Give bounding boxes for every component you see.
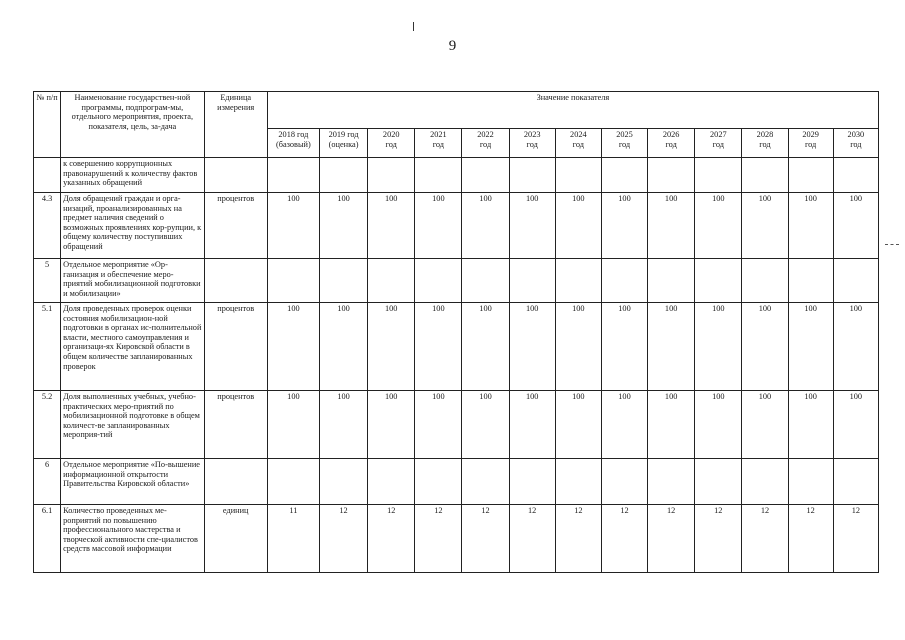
row-value: 12 <box>319 505 367 573</box>
header-year-2028: 2028 год <box>742 129 788 158</box>
header-row-main <box>34 92 879 129</box>
row-value: 100 <box>742 193 788 259</box>
row-value <box>833 259 878 303</box>
row-value <box>319 259 367 303</box>
row-num: 4.3 <box>34 193 61 259</box>
row-value <box>695 158 742 193</box>
row-value: 100 <box>462 303 509 391</box>
row-value: 100 <box>648 303 695 391</box>
row-value <box>267 158 319 193</box>
row-value <box>833 459 878 505</box>
row-value <box>695 259 742 303</box>
row-value: 100 <box>415 193 462 259</box>
table-row <box>34 193 879 259</box>
indicator-table <box>33 91 879 573</box>
row-value <box>742 158 788 193</box>
row-value: 100 <box>601 193 647 259</box>
row-unit: процентов <box>204 391 267 459</box>
row-value: 100 <box>415 391 462 459</box>
row-value: 12 <box>648 505 695 573</box>
row-value: 12 <box>555 505 601 573</box>
row-value: 12 <box>368 505 415 573</box>
header-unit: Единица измерения <box>204 92 267 158</box>
row-value: 12 <box>742 505 788 573</box>
row-value <box>319 459 367 505</box>
row-value <box>415 459 462 505</box>
row-value: 100 <box>319 193 367 259</box>
row-value <box>742 259 788 303</box>
row-value <box>415 259 462 303</box>
row-value: 100 <box>462 193 509 259</box>
row-value: 100 <box>788 193 833 259</box>
row-value: 100 <box>833 303 878 391</box>
row-name: Отдельное мероприятие «По-вышение информационной открытости Правительства Кировской области» <box>61 459 205 505</box>
row-unit: процентов <box>204 303 267 391</box>
row-value: 100 <box>509 391 555 459</box>
row-value: 100 <box>788 303 833 391</box>
row-value: 100 <box>415 303 462 391</box>
row-value: 100 <box>695 391 742 459</box>
header-year-2022: 2022 год <box>462 129 509 158</box>
row-value <box>462 259 509 303</box>
row-unit: единиц <box>204 505 267 573</box>
header-year-2019: 2019 год (оценка) <box>319 129 367 158</box>
row-name: Отдельное мероприятие «Ор-ганизация и обеспечение меро-приятий мобилизационной подготовки и мобилизации» <box>61 259 205 303</box>
row-value: 12 <box>509 505 555 573</box>
row-num: 6 <box>34 459 61 505</box>
row-value: 100 <box>555 193 601 259</box>
row-value: 11 <box>267 505 319 573</box>
row-value <box>695 459 742 505</box>
row-value <box>509 158 555 193</box>
header-year-2018: 2018 год (базовый) <box>267 129 319 158</box>
scan-tick-mark <box>413 22 414 31</box>
row-value <box>788 259 833 303</box>
row-value <box>368 459 415 505</box>
row-value: 100 <box>462 391 509 459</box>
header-year-2021: 2021 год <box>415 129 462 158</box>
row-value: 12 <box>695 505 742 573</box>
row-value <box>601 259 647 303</box>
row-value <box>555 459 601 505</box>
row-value: 100 <box>648 391 695 459</box>
row-value <box>788 459 833 505</box>
header-name: Наименование государствен-ной программы, подпрограм-мы, отдельного мероприятия, проекта, показателя, цель, за-дача <box>61 92 205 158</box>
header-year-2030: 2030 год <box>833 129 878 158</box>
row-value: 100 <box>509 193 555 259</box>
row-value: 100 <box>368 193 415 259</box>
row-value <box>368 158 415 193</box>
table-row <box>34 303 879 391</box>
header-value: Значение показателя <box>267 92 878 129</box>
row-value <box>601 459 647 505</box>
row-value: 100 <box>788 391 833 459</box>
row-value: 12 <box>788 505 833 573</box>
row-unit <box>204 158 267 193</box>
row-value: 100 <box>695 303 742 391</box>
row-value <box>555 259 601 303</box>
row-num: 5.1 <box>34 303 61 391</box>
row-name: к совершению коррупционных правонарушений к количеству фактов указанных обращений <box>61 158 205 193</box>
row-num: 6.1 <box>34 505 61 573</box>
header-year-2027: 2027 год <box>695 129 742 158</box>
row-value: 100 <box>742 303 788 391</box>
row-value <box>833 158 878 193</box>
row-value <box>267 259 319 303</box>
header-num: № п/п <box>34 92 61 158</box>
row-value <box>601 158 647 193</box>
row-value: 100 <box>648 193 695 259</box>
row-value: 100 <box>742 391 788 459</box>
row-num: 5.2 <box>34 391 61 459</box>
header-year-2020: 2020 год <box>368 129 415 158</box>
row-value <box>648 158 695 193</box>
header-year-2023: 2023 год <box>509 129 555 158</box>
header-year-2029: 2029 год <box>788 129 833 158</box>
scan-margin-mark <box>885 244 899 246</box>
row-value: 100 <box>833 193 878 259</box>
row-value: 100 <box>833 391 878 459</box>
row-value <box>788 158 833 193</box>
row-unit: процентов <box>204 193 267 259</box>
row-value <box>267 459 319 505</box>
row-name: Доля обращений граждан и орга-низаций, проанализированных на предмет наличия сведений о возможных проявлениях кор-рупции, к общему количеству поступивших обращений <box>61 193 205 259</box>
row-value: 100 <box>267 391 319 459</box>
row-value: 100 <box>319 391 367 459</box>
row-value <box>462 158 509 193</box>
table-row <box>34 459 879 505</box>
row-value: 100 <box>555 303 601 391</box>
row-name: Доля проведенных проверок оценки состояния мобилизацион-ной подготовки в органах ис-полнительной власти, местного самоуправления и организаци-ях Кировской области в общем количестве запланированных проверок <box>61 303 205 391</box>
row-value <box>462 459 509 505</box>
row-value <box>648 459 695 505</box>
row-value: 100 <box>368 391 415 459</box>
row-value: 100 <box>509 303 555 391</box>
row-num: 5 <box>34 259 61 303</box>
row-value: 12 <box>601 505 647 573</box>
header-year-2024: 2024 год <box>555 129 601 158</box>
row-value: 12 <box>415 505 462 573</box>
row-value <box>509 459 555 505</box>
row-value: 100 <box>368 303 415 391</box>
table-row <box>34 158 879 193</box>
table-row <box>34 505 879 573</box>
row-unit <box>204 259 267 303</box>
row-value <box>368 259 415 303</box>
row-num <box>34 158 61 193</box>
row-value: 100 <box>695 193 742 259</box>
row-value: 100 <box>601 303 647 391</box>
row-value <box>509 259 555 303</box>
header-year-2026: 2026 год <box>648 129 695 158</box>
row-value <box>648 259 695 303</box>
table-row <box>34 391 879 459</box>
row-value: 100 <box>267 303 319 391</box>
row-value <box>555 158 601 193</box>
row-value <box>415 158 462 193</box>
row-value: 100 <box>555 391 601 459</box>
row-name: Количество проведенных ме-роприятий по повышению профессионального мастерства и творческой активности спе-циалистов средств массовой информации <box>61 505 205 573</box>
row-value <box>319 158 367 193</box>
row-value <box>742 459 788 505</box>
row-name: Доля выполненных учебных, учебно-практических меро-приятий по мобилизационной подготовке в общем количест-ве запланированных мероприя-тий <box>61 391 205 459</box>
row-value: 100 <box>601 391 647 459</box>
table-row <box>34 259 879 303</box>
header-year-2025: 2025 год <box>601 129 647 158</box>
page-number: 9 <box>448 38 457 54</box>
row-value: 12 <box>462 505 509 573</box>
row-unit <box>204 459 267 505</box>
row-value: 12 <box>833 505 878 573</box>
row-value: 100 <box>319 303 367 391</box>
row-value: 100 <box>267 193 319 259</box>
